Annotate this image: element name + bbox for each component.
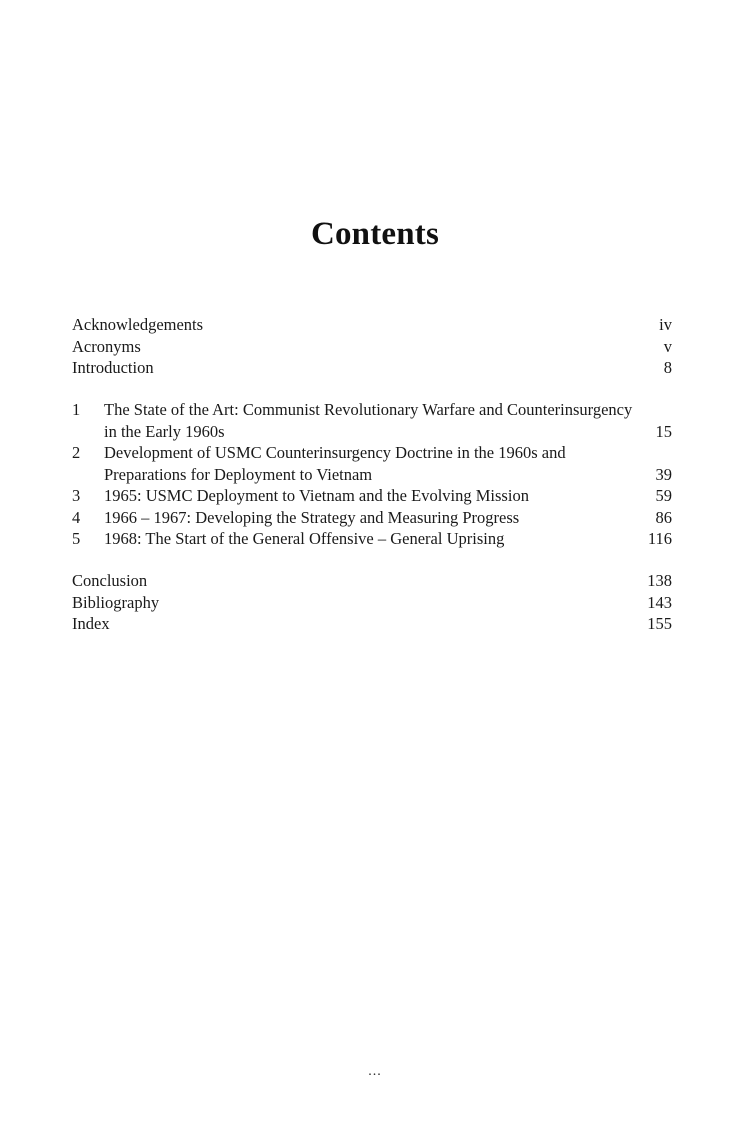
toc-front-matter (72, 314, 672, 379)
toc-chapter-4[interactable] (72, 507, 672, 529)
toc-entry-label: Introduction (72, 358, 154, 377)
chapter-title-line1: The State of the Art: Communist Revolutionary Warfare and Counterinsurgency (104, 400, 633, 419)
chapter-number: 3 (72, 486, 81, 505)
chapter-title: 1966 – 1967: Developing the Strategy and Measuring Progress (104, 507, 520, 527)
chapter-body (104, 442, 672, 485)
page-title: Contents (310, 216, 440, 252)
chapter-title-row (104, 528, 672, 550)
chapter-body (104, 507, 672, 529)
chapter-page: 116 (647, 529, 672, 548)
chapter-title-line2: Preparations for Deployment to Vietnam (104, 464, 373, 484)
chapter-body (104, 485, 672, 507)
toc-entry-page: 155 (647, 614, 672, 633)
chapter-title-line2: in the Early 1960s (104, 421, 225, 441)
chapter-title-row (104, 485, 672, 507)
chapter-title: 1965: USMC Deployment to Vietnam and the Evolving Mission (104, 486, 529, 505)
toc-entry-conclusion[interactable] (72, 570, 672, 592)
toc-chapter-5[interactable] (72, 528, 672, 550)
toc-entry-page: 8 (663, 358, 672, 377)
chapter-title-line1: Development of USMC Counterinsurgency Doctrine in the 1960s and (104, 443, 566, 462)
toc-entry-index[interactable] (72, 613, 672, 635)
toc-entry-introduction[interactable] (72, 357, 672, 379)
chapter-title-row (104, 507, 672, 529)
toc-entry-page: 138 (647, 571, 672, 590)
chapter-page: 86 (655, 507, 672, 527)
toc-entry-page: iv (659, 315, 672, 334)
page-footer-mark: ... (368, 1064, 382, 1079)
toc-chapter-3[interactable] (72, 485, 672, 507)
toc-chapters (72, 399, 672, 550)
toc-chapter-2[interactable] (72, 442, 672, 485)
chapter-number: 1 (72, 400, 81, 419)
chapter-page: 39 (655, 464, 672, 484)
toc-entry-page: 143 (647, 592, 672, 612)
chapter-page: 59 (655, 486, 672, 505)
toc-entry-label: Acknowledgements (72, 315, 204, 334)
chapter-page: 15 (655, 421, 672, 441)
chapter-number: 5 (72, 529, 81, 548)
toc-entry-acknowledgements[interactable] (72, 314, 672, 336)
chapter-number: 2 (72, 443, 81, 462)
chapter-number: 4 (72, 507, 81, 527)
toc-entry-label: Conclusion (72, 571, 148, 590)
toc-entry-label: Index (72, 614, 110, 633)
chapter-title: 1968: The Start of the General Offensive – General Uprising (104, 529, 505, 548)
chapter-body (104, 528, 672, 550)
chapter-title-line2-row (104, 464, 672, 486)
toc-back-matter (72, 570, 672, 635)
toc-chapter-1[interactable] (72, 399, 672, 442)
toc-entry-page: v (663, 336, 672, 356)
toc-entry-label: Acronyms (72, 336, 141, 356)
toc-entry-acronyms[interactable] (72, 336, 672, 358)
chapter-body (104, 399, 672, 442)
toc-entry-label: Bibliography (72, 592, 160, 612)
chapter-title-line2-row (104, 421, 672, 443)
toc-entry-bibliography[interactable] (72, 592, 672, 614)
